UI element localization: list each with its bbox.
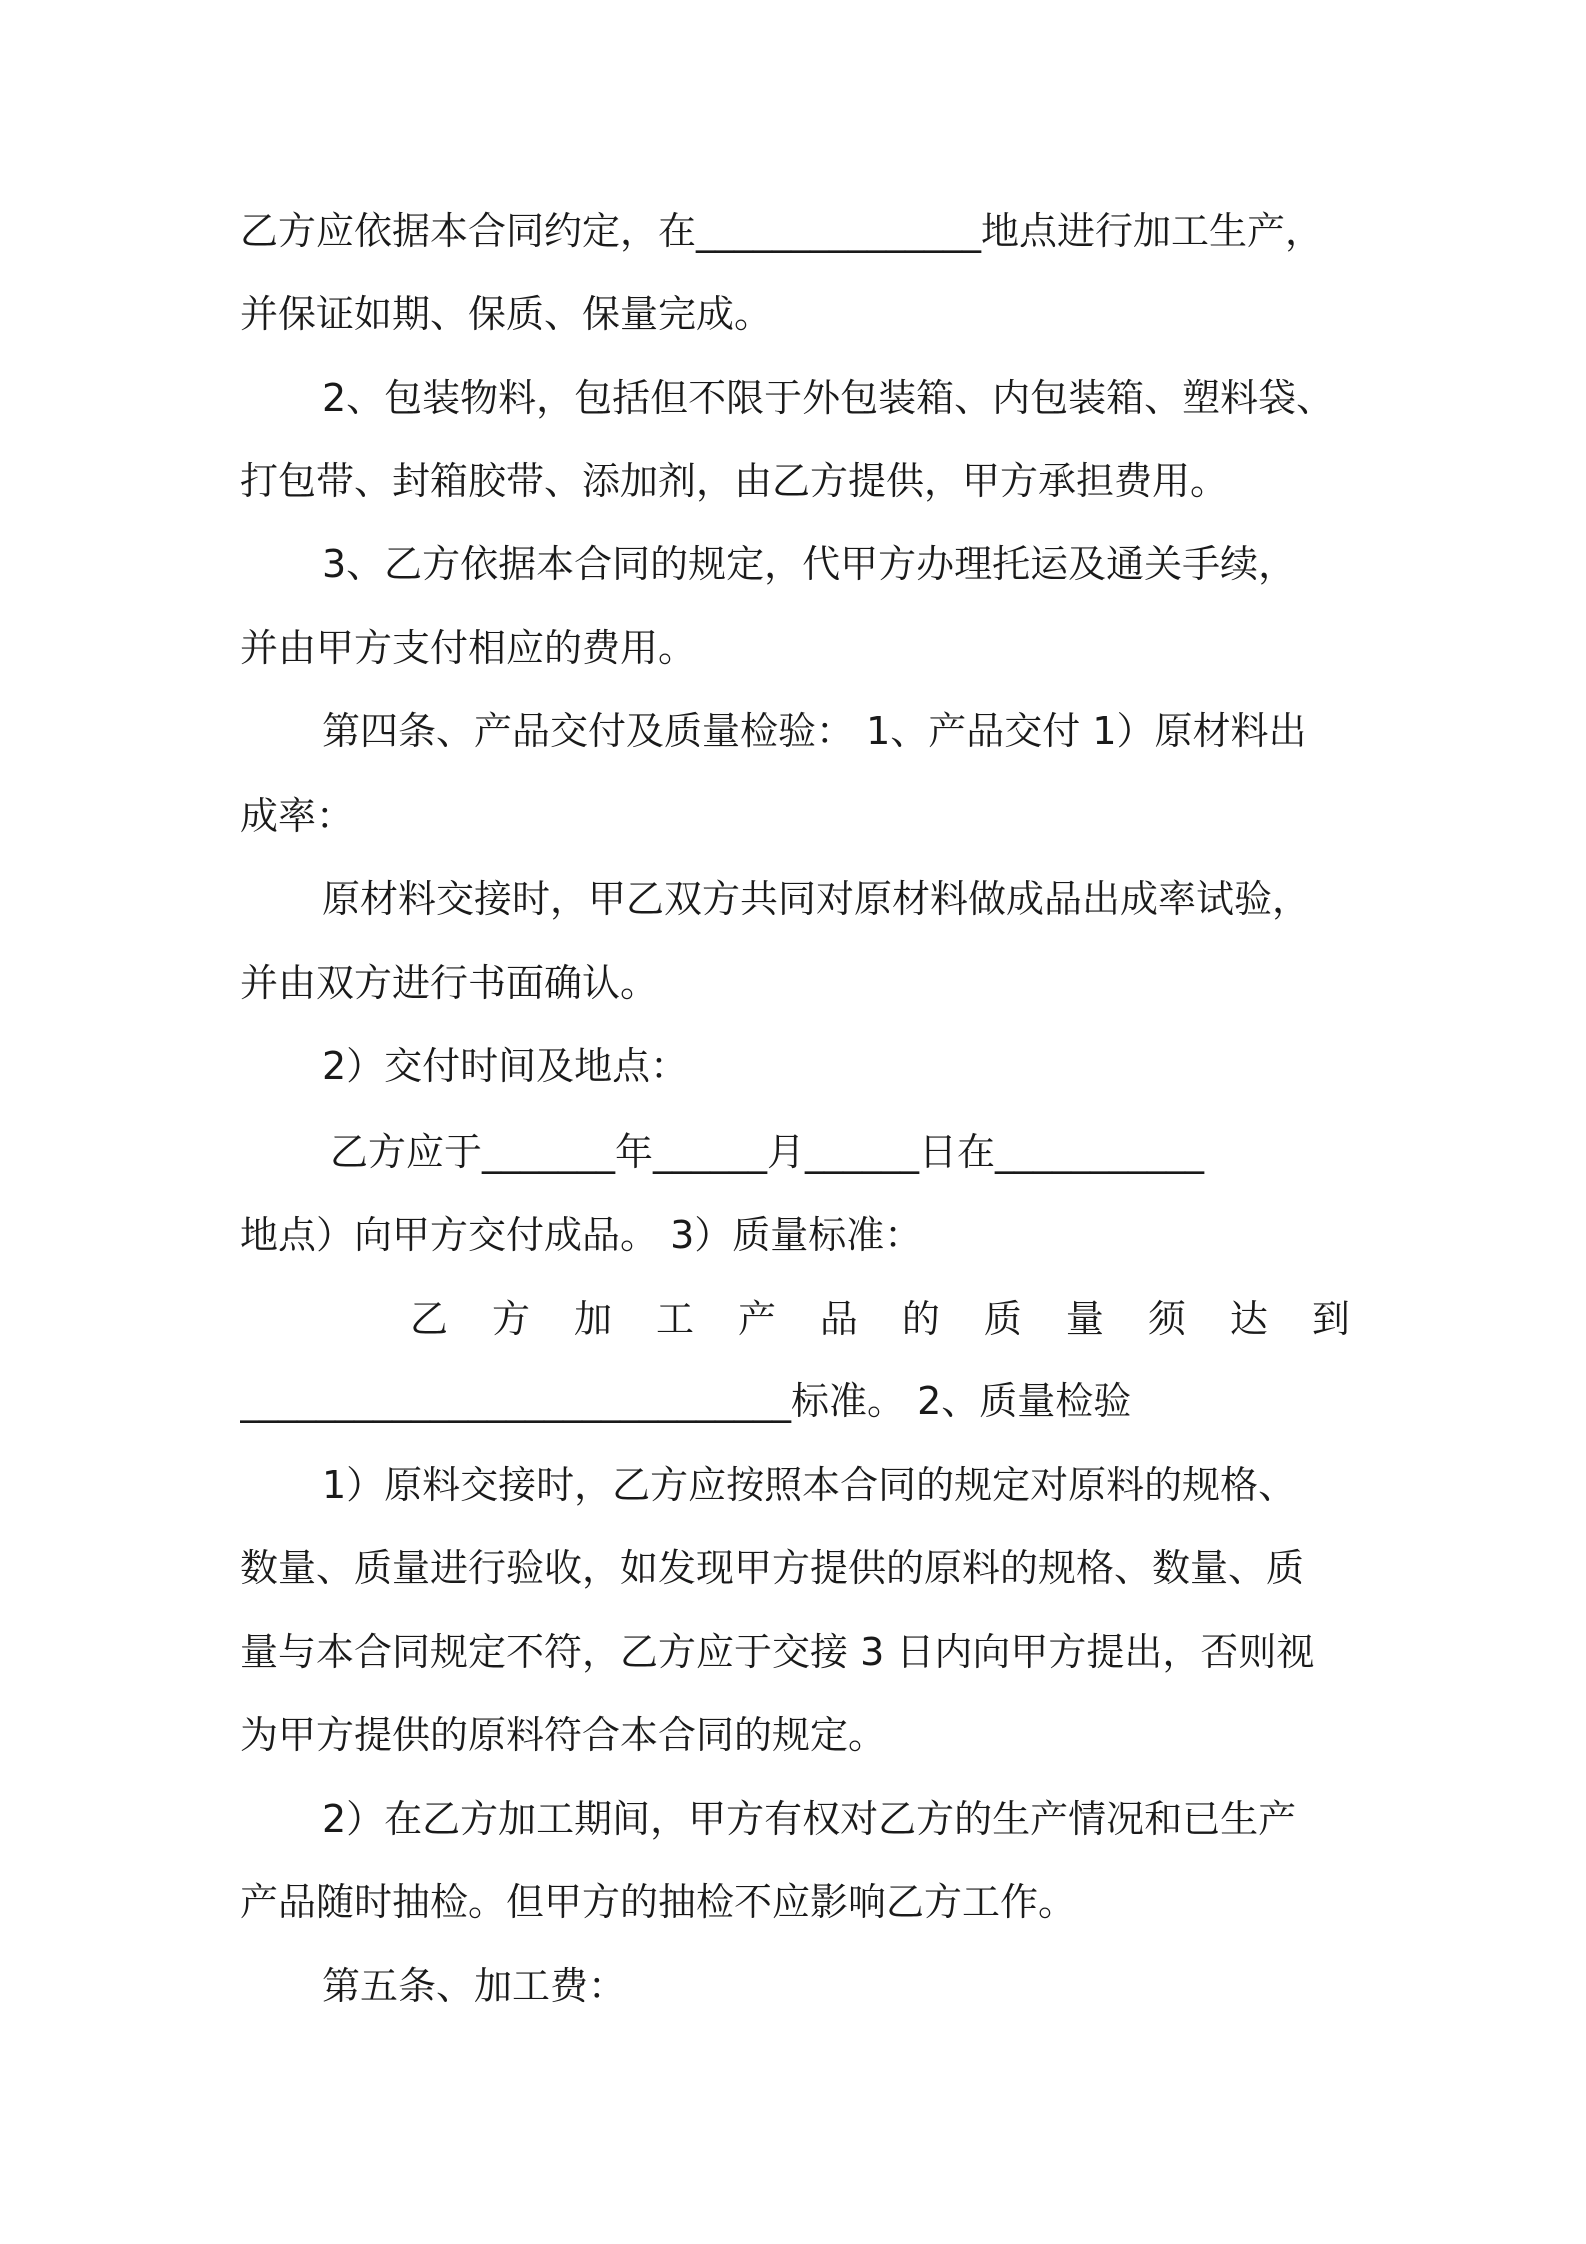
text-line-10: 并由双方进行书面确认。	[240, 961, 659, 1005]
text-line-15: _____________________________标准。 2、质量检验	[240, 1379, 1132, 1423]
text-line-12: 乙方应于_______年______月______日在___________	[330, 1130, 1205, 1174]
text-line-19: 为甲方提供的原料符合本合同的规定。	[240, 1713, 887, 1757]
spread-char-2: 方	[491, 1297, 530, 1341]
text-line-1: 乙方应依据本合同约定，在_______________地点进行加工生产，	[240, 209, 1324, 253]
text-line-20: 2）在乙方加工期间，甲方有权对乙方的生产情况和已生产	[322, 1797, 1297, 1841]
spread-char-11: 达	[1229, 1297, 1268, 1341]
text-line-8: 成率：	[240, 794, 355, 838]
spread-char-12: 到	[1311, 1297, 1350, 1341]
text-line-17: 数量、质量进行验收，如发现甲方提供的原料的规格、数量、质	[240, 1546, 1305, 1590]
text-line-2: 并保证如期、保质、保量完成。	[240, 292, 773, 336]
text-line-5: 3、乙方依据本合同的规定，代甲方办理托运及通关手续，	[322, 542, 1297, 586]
spread-char-9: 量	[1065, 1297, 1104, 1341]
section-heading-5: 第五条、加工费：	[322, 1964, 627, 2008]
text-line-4: 打包带、封箱胶带、添加剂，由乙方提供，甲方承担费用。	[240, 459, 1229, 503]
spread-char-6: 品	[819, 1297, 858, 1341]
spread-char-7: 的	[901, 1297, 940, 1341]
text-line-18: 量与本合同规定不符，乙方应于交接 3 日内向甲方提出，否则视	[240, 1630, 1315, 1674]
spread-char-5: 产	[737, 1297, 776, 1341]
text-line-6: 并由甲方支付相应的费用。	[240, 626, 697, 670]
text-line-13: 地点）向甲方交付成品。 3）质量标准：	[240, 1213, 923, 1257]
spread-line	[410, 1293, 1350, 1345]
spread-char-10: 须	[1147, 1297, 1186, 1341]
spread-char-3: 加	[573, 1297, 612, 1341]
spread-char-8: 质	[983, 1297, 1022, 1341]
spread-char-1: 乙	[410, 1297, 449, 1341]
text-line-16: 1）原料交接时，乙方应按照本合同的规定对原料的规格、	[322, 1463, 1297, 1507]
section-heading-4: 第四条、产品交付及质量检验： 1、产品交付 1）原材料出	[322, 709, 1307, 753]
text-line-11: 2）交付时间及地点：	[322, 1044, 689, 1088]
text-line-21: 产品随时抽检。但甲方的抽检不应影响乙方工作。	[240, 1880, 1077, 1924]
text-line-3: 2、包装物料，包括但不限于外包装箱、内包装箱、塑料袋、	[322, 376, 1335, 420]
text-line-9: 原材料交接时，甲乙双方共同对原材料做成品出成率试验，	[322, 877, 1311, 921]
spread-char-4: 工	[655, 1297, 694, 1341]
